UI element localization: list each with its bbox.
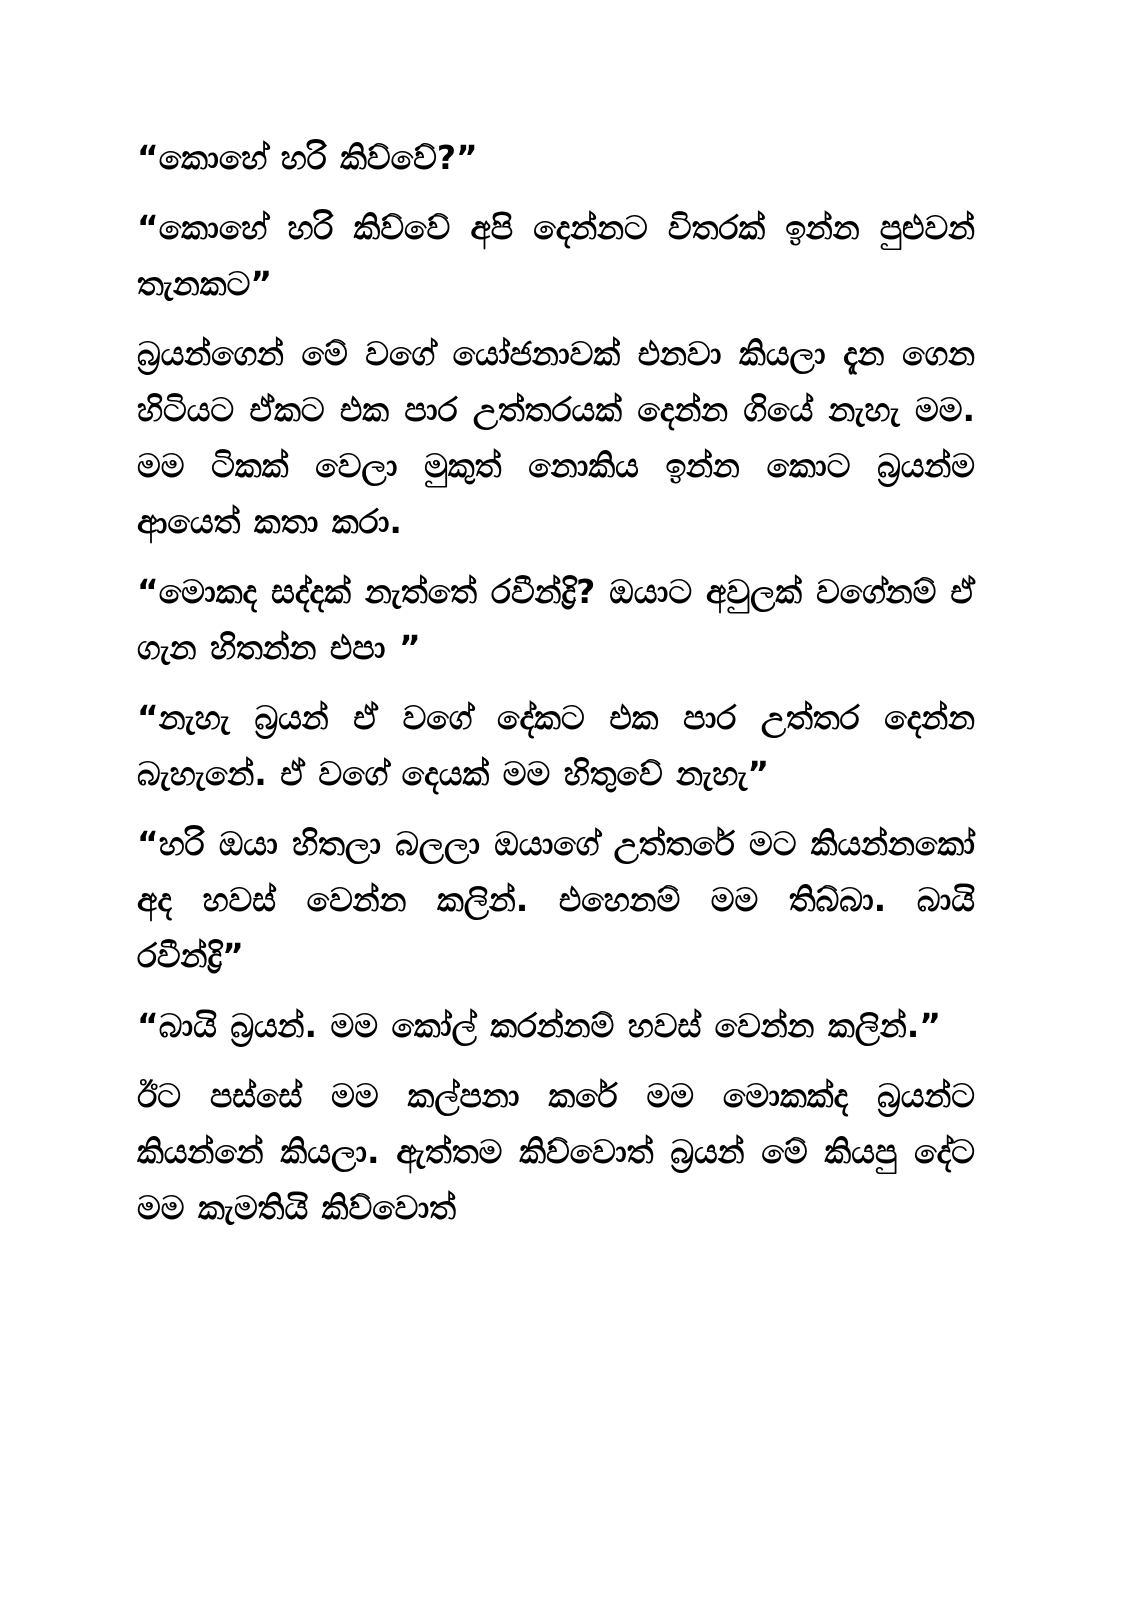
paragraph: “කොහේ හරි කිව්වේ?” [137,138,478,177]
paragraph: “බායි බ්‍රයන්. මම කෝල් කරන්නම් හවස් වෙන්න කලින්.” [137,1006,941,1045]
paragraph: “මොකද සද්දක් නැත්තේ රවීන්ද්‍රි? ඔයාට අවුලක් වගේනම් ඒ ගැන හිතන්න එපා ” [137,572,975,667]
document-body [137,130,975,1236]
paragraph: “නැහැ බ්‍රයන් ඒ වගේ දේකට එක පාර උත්තර දෙන්න බැහැනේ. ඒ වගේ දෙයක් මම හිතුවේ නැහැ” [137,698,975,793]
paragraph: “කොහේ හරි කිව්වේ අපි දෙන්නට විතරක් ඉන්න පුළුවන් තැනකට” [137,208,975,303]
paragraph: ඊට පස්සේ මම කල්පනා කරේ මම මොකක්ද බ්‍රයන්ට කියන්නේ කියලා. ඇත්තම කිව්වොත් බ්‍රයන් මේ කියපු දේට මම කැමතියි කිව්වොත් [137,1076,975,1227]
paragraph: බ්‍රයන්ගෙන් මේ වගේ යෝජනාවක් එනවා කියලා දැන ගෙන හිටියට ඒකට එක පාර උත්තරයක් දෙන්න ගියේ නැහැ මම. මම ටිකක් වෙලා මුකුත් නොකිය ඉන්න කොට බ්‍රයන්ම ආයෙත් කතා කරා. [137,334,975,541]
paragraph: “හරි ඔයා හිතලා බලලා ඔයාගේ උත්තරේ මට කියන්නකෝ අද හවස් වෙන්න කලින්. එහෙනම් මම තිබ්බා. බායි රවීන්ද්‍රි” [137,824,975,975]
